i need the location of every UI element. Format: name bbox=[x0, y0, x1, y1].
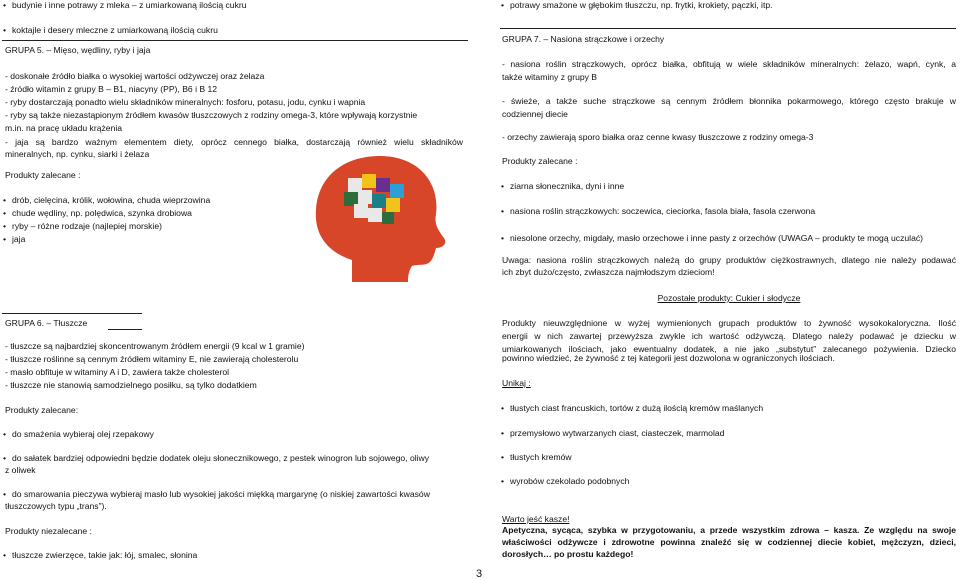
section-divider bbox=[2, 313, 142, 314]
list-item: • budynie i inne potrawy z mleka – z umiarkowaną ilością cukru bbox=[2, 0, 247, 11]
group7-line: także witaminy z grupy B bbox=[502, 72, 598, 82]
section-divider bbox=[2, 40, 468, 41]
list-item: • tłustych kremów bbox=[500, 452, 572, 463]
group6-title bbox=[5, 318, 87, 329]
list-item: • potrawy smażone w głębokim tłuszczu, np. frytki, krokiety, pączki, itp. bbox=[500, 0, 773, 11]
group6-recommended-label: Produkty zalecane: bbox=[5, 405, 79, 415]
group5-line: - ryby są także niezastąpionym źródłem kwasów tłuszczowych z rodziny omega-3, które wpływają korzystnie bbox=[5, 110, 418, 120]
group5-recommended-label: Produkty zalecane : bbox=[5, 170, 81, 180]
group7-line: codziennej diecie bbox=[502, 109, 568, 119]
list-item: • ryby – różne rodzaje (najlepiej morskie) bbox=[2, 221, 162, 232]
list-item: • do smarowania pieczywa wybieraj masło lub wysokiej jakości miękką margarynę (o niskiej zawartości kwasów bbox=[2, 489, 430, 500]
group6-line: - tłuszcze nie stanowią samodzielnego posiłku, są tylko dodatkiem bbox=[5, 380, 257, 390]
group6-not-recommended-label: Produkty niezalecane : bbox=[5, 526, 92, 536]
group7-line: - orzechy zawierają sporo białka oraz cenne kwasy tłuszczowe z rodziny omega-3 bbox=[502, 132, 814, 142]
title-underline bbox=[108, 329, 142, 330]
group6-line: - tłuszcze są najbardziej skoncentrowanym źródłem energii (9 kcal w 1 gramie) bbox=[5, 341, 305, 351]
group5-line: m.in. na pracę układu krążenia bbox=[5, 123, 123, 133]
group6-line: - tłuszcze roślinne są cennym źródłem witaminy E, nie zawierają cholesterolu bbox=[5, 354, 299, 364]
head-puzzle-illustration bbox=[282, 148, 472, 288]
list-item: • koktajle i desery mleczne z umiarkowaną ilością cukru bbox=[2, 25, 218, 36]
other-line: powinno wiedzieć, że żywność z tej kategorii jest dozwolona w ograniczonych ilościach. bbox=[502, 353, 835, 363]
list-item-continuation: tłuszczowych typu „trans”). bbox=[5, 501, 107, 511]
avoid-label: Unikaj : bbox=[502, 378, 531, 388]
group7-title: GRUPA 7. – Nasiona strączkowe i orzechy bbox=[502, 34, 665, 44]
list-item: • niesolone orzechy, migdały, masło orzechowe i inne pasty z orzechów (UWAGA – produkty te mogą uczulać) bbox=[500, 233, 923, 244]
group6-title-text: GRUPA 6. – Tłuszcze bbox=[5, 318, 88, 328]
list-item-continuation: z oliwek bbox=[5, 465, 36, 475]
group7-line: - świeże, a także suche strączkowe są cennym źródłem błonnika pokarmowego, którego często brakuje w bbox=[502, 96, 956, 106]
list-item: • ziarna słonecznika, dyni i inne bbox=[500, 181, 624, 192]
list-item: • przemysłowo wytwarzanych ciast, ciasteczek, marmolad bbox=[500, 428, 724, 439]
group7-line: - nasiona roślin strączkowych, oprócz białka, obfitują w wiele składników mineralnych: żelazo, wapń, cynk, a bbox=[502, 59, 956, 69]
list-item: • jaja bbox=[2, 234, 25, 245]
section-divider bbox=[500, 28, 956, 29]
list-item: • chude wędliny, np. polędwica, szynka drobiowa bbox=[2, 208, 192, 219]
group7-recommended-label: Produkty zalecane : bbox=[502, 156, 578, 166]
list-item: • wyrobów czekolado podobnych bbox=[500, 476, 629, 487]
list-item: • drób, cielęcina, królik, wołowina, chuda wieprzowina bbox=[2, 195, 210, 206]
other-line: umiarkowanych ilościach, jako ewentualny dodatek, a nie jako „substytut” zalecanego pożywienia. Dziecko bbox=[502, 344, 956, 354]
other-line: energii w nich zawartej przewyższa zwykle ich wartość odżywczą. Dlatego należy podawać je dziecku w bbox=[502, 331, 956, 341]
group5-line: - ryby dostarczają ponadto wielu składników mineralnych: fosforu, potasu, jodu, cynku i wapnia bbox=[5, 97, 366, 107]
group5-line: mineralnych, np. cynku, siarki i żelaza bbox=[5, 149, 150, 159]
remember-line: dorosłych… po prostu każdego! bbox=[502, 549, 634, 559]
list-item: • tłustych ciast francuskich, tortów z dużą ilością kremów maślanych bbox=[500, 403, 763, 414]
other-products-title: Pozostałe produkty: Cukier i słodycze bbox=[657, 293, 801, 303]
warning-line: ich zbyt dużo/często, zwłaszcza najmłodszym dzieciom! bbox=[502, 267, 715, 277]
warning-line: Uwaga: nasiona roślin strączkowych należą do grupy produktów ciężkostrawnych, dlatego nie należy podawać bbox=[502, 255, 956, 265]
list-item: • do sałatek bardziej odpowiedni będzie dodatek oleju słonecznikowego, z pestek winogron lub sojowego, oliwy bbox=[2, 453, 429, 464]
group5-line: - źródło witamin z grupy B – B1, niacyny (PP), B6 i B 12 bbox=[5, 84, 218, 94]
group5-line: - jaja są bardzo ważnym elementem diety, oprócz cennego białka, dostarczają również wielu składników bbox=[5, 137, 463, 147]
remember-line: właściwości odżywcze i zdrowotne powinna znaleźć się w codziennej diecie kobiet, mężczyzn, dzieci, bbox=[502, 537, 956, 547]
list-item: • nasiona roślin strączkowych: soczewica, cieciorka, fasola biała, fasola czerwona bbox=[500, 206, 815, 217]
group6-line: - masło obfituje w witaminy A i D, zawiera także cholesterol bbox=[5, 367, 230, 377]
list-item: • do smażenia wybieraj olej rzepakowy bbox=[2, 429, 154, 440]
group5-line: - doskonałe źródło białka o wysokiej wartości odżywczej oraz żelaza bbox=[5, 71, 265, 81]
page-number: 3 bbox=[476, 568, 483, 580]
remember-line: Apetyczna, sycąca, szybka w przygotowaniu, a przede wszystkim zdrowa – kasza. Ze względu na swoje bbox=[502, 525, 956, 535]
other-line: Produkty nieuwzględnione w wyżej wymienionych grupach produktów to żywność wysokokaloryczna. Ilość bbox=[502, 318, 956, 328]
group5-title: GRUPA 5. – Mięso, wędliny, ryby i jaja bbox=[5, 45, 151, 55]
list-item: • tłuszcze zwierzęce, takie jak: łój, smalec, słonina bbox=[2, 550, 197, 561]
remember-label: Warto jeść kasze! bbox=[502, 514, 570, 524]
